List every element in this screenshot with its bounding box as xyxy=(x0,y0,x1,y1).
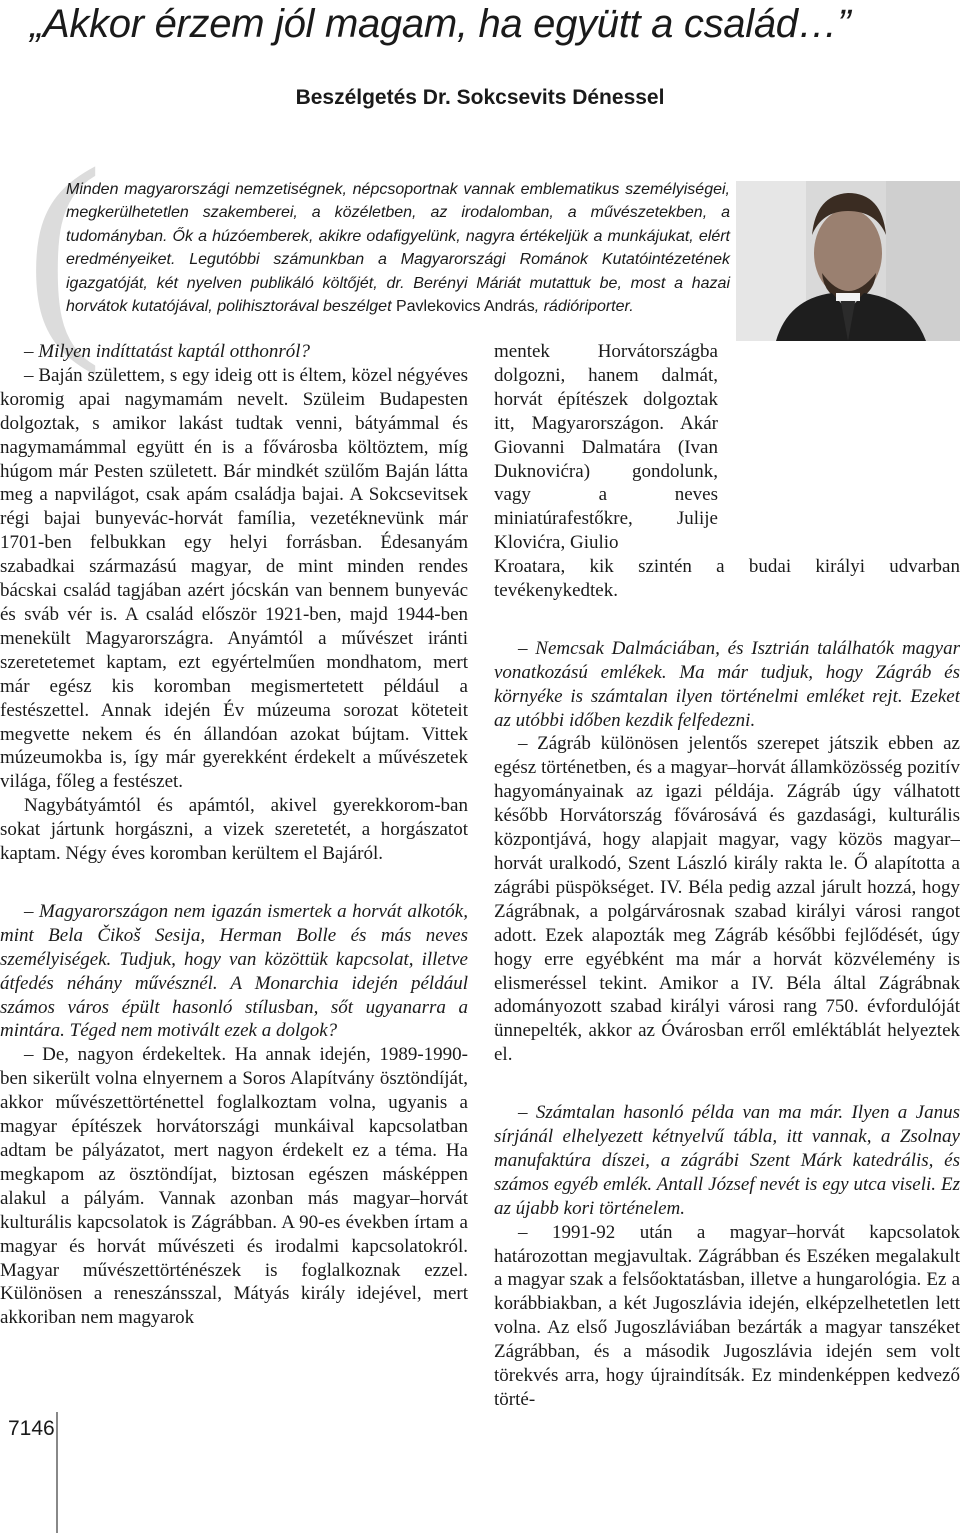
paragraph-continuation: mentek Horvátországba dolgozni, hanem dalmát, horvát építészek dolgoztak itt, Magyarországon. Akár Giovanni Dalmatára (Ivan Duknovićra) gondolunk, vagy a neves miniatúrafestőkre, Julije Klovićra, Giulio xyxy=(494,341,718,554)
decorative-drop-letter: ( xyxy=(26,121,103,376)
lead-text: Minden magyarországi nemzetiségnek, népcsoportnak vannak emblematikus személyiségei, megkerülhetetlen szakemberei, a közéletben, az irodalomban, a művészetekben, a tudományban. Ők a húzóemberek, akikre odafigyelünk, nagyra értékeljük a munkájukat, elért eredményeiket. Legutóbbi számunkban a Magyarországi Románok Kutatóintézetének igazgatóját, két nyelven publikáló költőjét, dr. Berényi Máriát mutattuk be, most a hazai horvátok kutatójával, polihisztorával beszélget xyxy=(66,181,730,316)
portrait-photo xyxy=(736,181,960,341)
article-lead xyxy=(66,178,730,318)
article-subtitle: Beszélgetés Dr. Sokcsevits Dénessel xyxy=(295,86,665,109)
interviewer-name: Pavlekovics András xyxy=(395,298,535,316)
paragraph: Nagybátyámtól és apámtól, akivel gyerekkorom-ban sokat jártunk horgászni, a vizek szeretetét, a horgászatot kaptam. Négy éves koromban kerültem el Bajáról. xyxy=(0,795,468,865)
article-title: „Akkor érzem jól magam, ha együtt a család…” xyxy=(30,2,851,46)
right-column-top xyxy=(494,340,718,555)
page-number: 7146 xyxy=(8,1417,55,1440)
interview-question: – Magyarországon nem igazán ismertek a horvát alkotók, mint Bela Čikoš Sesija, Herman Bolle és más neves személyiségek. Tudjuk, hogy van közöttük kapcsolat, illetve átfedés néhány művésznél. A Monarchia idején például számos város épült hasonló stílusban, sőt ugyanarra a mintára. Téged nem motivált ezek a dolgok? xyxy=(0,900,468,1042)
portrait-photo-image xyxy=(736,181,960,341)
lead-text-end: , rádióriporter. xyxy=(534,298,634,316)
interview-answer: – De, nagyon érdekeltek. Ha annak idején, 1989-1990-ben sikerült volna elnyernem a Soros Alapítvány ösztöndíját, akkor művészettörténettel foglalkoztam volna, ugyanis a magyar építészek horvátországi munkáival kapcsolatban adtam be pályázatot, mert nagyon érdekelt ez a téma. Ha megkapom az ösztöndíjat, biztosan egészen másképpen alakul a pályám. Vannak azonban más magyar–horvát kulturális kapcsolatok is Zágrábban. A 90-es években írtam a magyar és horvát művészeti és irodalmi kapcsolatokról. Magyar művészettörténészek is foglalkoznak ezzel. Különösen a reneszánsszal, Mátyás király idejével, mert akkoriban nem magyarok xyxy=(0,1044,468,1329)
page-number-divider xyxy=(56,1412,58,1533)
paragraph-continuation: Kroatara, kik szintén a budai királyi udvarban tevékenykedtek. xyxy=(494,556,960,601)
right-column xyxy=(494,555,960,1412)
interview-answer: – Baján születtem, s egy ideig ott is éltem, közel négyéves koromig apai nagymamám nevelt. Szüleim Budapesten dolgoztak, s amikor lakást tudtak venni, bátyámmal és nagymamámmal együtt én is a fővárosba költöztem, míg húgom már Pesten született. Bár mindkét szülőm Baján látta meg a napvilágot, csak apám családja bajai. A Sokcsevitsek régi bajai bunyevác-horvát família, vezetéknevünk már 1701-ben felbukkan egy helyi forrásban. Édesanyám szabadkai származású magyar, de mint minden rendes bácskai család tagjában azért jócskán van bennem bunyevác és sváb vér is. A család először 1921-ben, majd 1944-ben menekült Magyarországra. Anyámtól a művészet iránti szeretetemet kaptam, ezt egyértelműen mondhatom, mert már egész kis koromban megismertetett például a festészettel. Annak idején Év múzeuma sorozat köteteit megvette nekem és én állandóan azokat bújtam. Vittek múzeumokba is, így már gyerekként érdekelt a művészetek világa, főleg a festészet. xyxy=(0,364,468,793)
interview-question: – Milyen indíttatást kaptál otthonról? xyxy=(24,341,311,362)
interview-question: – Számtalan hasonló példa van ma már. Ilyen a Janus sírjánál elhelyezett kétnyelvű tábla, itt vannak, a Zsolnay manufaktúra díszei, a zágrábi Szent Márk katedrális, és számos egyéb emlék. Antall József nevét is egy utca viseli. Ez az újabb kori történelem. xyxy=(494,1102,960,1219)
interview-answer: – 1991-92 után a magyar–horvát kapcsolatok határozottan megjavultak. Zágrábban és Eszéken megalakult a magyar szak a felsőoktatásban, illetve a hungarológia. Ez a korábbiakban, a két Jugoszlávia idején, elképzelhetetlen lett volna. Az első Jugoszláviában bezárták a magyar tanszéket Zágrábban, és a második Jugoszlávia idején sem volt törekvés arra, hogy újraindítsák. Ez mindenképpen kedvező törté- xyxy=(494,1221,960,1410)
interview-answer: – Zágráb különösen jelentős szerepet játszik ebben az egész történetben, és a magyar–horvát államközösség pozitív hagyományainak az igazi példája. Zágráb úgy válhatott később Horvátország fővárosává és gazdasági, kulturális központjává, hogy alapjait magyar, vagy közös magyar–horvát uralkodó, Szent László király rakta le. Ő alapította a zágrábi püspökséget. IV. Béla pedig azzal járult hozzá, hogy Zágrábnak, a polgárvárosnak szabad királyi városi rangot adott. Ezek alapozták meg Zágráb későbbi fejlődését, úgy hogy erre egyébként ma már a horvát közvélemény is elismeréssel tekint. Amikor a IV. Béla által Zágrábnak adományozott szabad királyi városi rang 750. évfordulóját ünnepelték, akkor az Óvárosban erről emléktáblát helyeztek el. xyxy=(494,733,960,1066)
interview-question: – Nemcsak Dalmáciában, és Isztrián találhatók magyar vonatkozású emlékek. Ma már tudjuk, hogy Zágráb és környéke is számtalan ilyen történelmi emléket rejt. Ezeket az utóbbi időben kezdik felfedezni. xyxy=(494,637,960,731)
left-column xyxy=(0,340,468,1330)
